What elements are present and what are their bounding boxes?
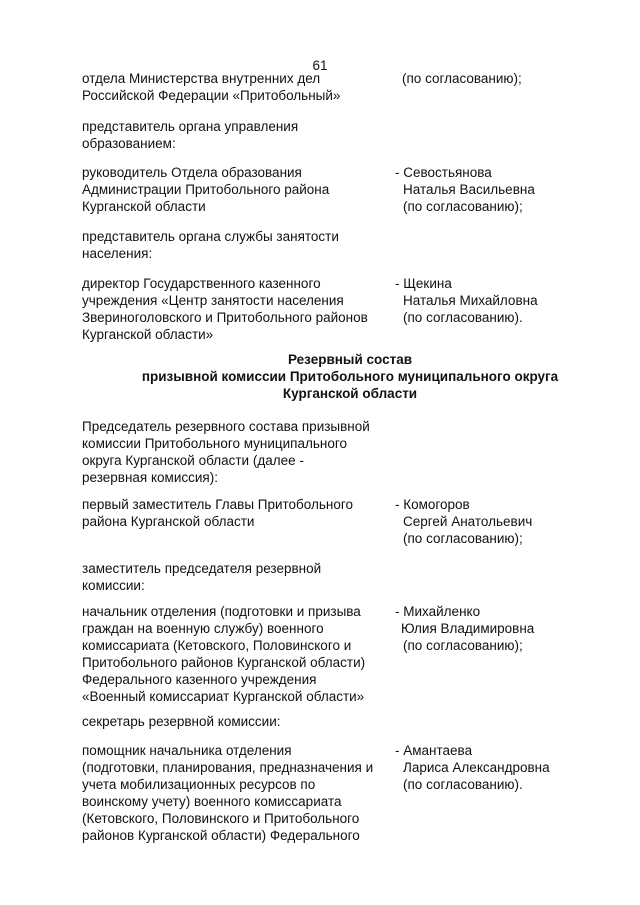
- text-line: Федерального казенного учреждения: [82, 672, 317, 687]
- text-line: Курганской области: [82, 199, 206, 214]
- heading-chair: [82, 418, 382, 486]
- row3-right: [395, 275, 615, 326]
- row-chair-right: [395, 496, 615, 547]
- text-line: округа Курганской области (далее -: [82, 453, 304, 468]
- text-line: (по согласованию).: [403, 310, 523, 325]
- text-line: районов Курганской области) Федерального: [82, 828, 360, 843]
- text-line: (подготовки, планирования, предназначения и: [82, 760, 374, 775]
- text-line: Наталья Михайловна: [403, 293, 538, 308]
- text-line: руководитель Отдела образования: [82, 165, 302, 180]
- row2-right: [395, 164, 615, 215]
- text-line: начальник отделения (подготовки и призыва: [82, 604, 361, 619]
- text-line: Российской Федерации «Притобольный»: [82, 88, 341, 103]
- row-deputy-right: [395, 603, 615, 654]
- text-line: комиссии:: [82, 578, 145, 593]
- text-line: помощник начальника отделения: [82, 743, 292, 758]
- row3-left: [82, 275, 382, 343]
- text-line: Наталья Васильевна: [403, 182, 535, 197]
- text-line: граждан на военную службу) военного: [82, 621, 324, 636]
- heading-secretary: [82, 713, 382, 730]
- text-line: (по согласованию);: [403, 638, 523, 653]
- text-line: - Комогоров: [395, 497, 470, 512]
- text-line: комиссии Притобольного муниципального: [82, 436, 347, 451]
- text-line: Притобольного районов Курганской области): [82, 655, 366, 670]
- text-line: первый заместитель Главы Притобольного: [82, 497, 354, 512]
- text-line: резервная комиссия):: [82, 470, 218, 485]
- text-line: (Кетовского, Половинского и Притобольного: [82, 811, 360, 826]
- text-line: комиссариата (Кетовского, Половинского и: [82, 638, 352, 653]
- text-line: директор Государственного казенного: [82, 276, 321, 291]
- text-line: воинскому учету) военного комиссариата: [82, 794, 342, 809]
- title-line: Курганской области: [282, 386, 418, 401]
- title-line: Резервный состав: [288, 352, 412, 367]
- text-line: «Военный комиссариат Курганской области»: [82, 689, 365, 704]
- text-line: Курганской области»: [82, 327, 214, 342]
- text-line: образованием:: [82, 136, 176, 151]
- text-line: представитель органа службы занятости: [82, 229, 339, 244]
- text-line: Администрации Притобольного района: [82, 182, 330, 197]
- reserve-title: [0, 351, 640, 402]
- text-line: района Курганской области: [82, 514, 255, 529]
- text-line: населения:: [82, 246, 153, 261]
- text-line: отдела Министерства внутренних дел: [82, 71, 321, 86]
- text-line: Лариса Александровна: [403, 760, 550, 775]
- text-line: заместитель председателя резервной: [82, 561, 322, 576]
- row-secretary-left: [82, 742, 382, 844]
- text-line: (по согласованию).: [403, 777, 523, 792]
- heading-employment: [82, 228, 382, 262]
- text-line: - Амантаева: [395, 743, 473, 758]
- heading-deputy: [82, 560, 382, 594]
- text-line: учреждения «Центр занятости населения: [82, 293, 344, 308]
- text-line: (по согласованию);: [402, 71, 522, 86]
- heading-education: [82, 118, 382, 152]
- text-line: Юлия Владимировна: [401, 621, 535, 636]
- text-line: учета мобилизационных ресурсов по: [82, 777, 316, 792]
- text-line: представитель органа управления: [82, 119, 299, 134]
- text-line: - Михайленко: [395, 604, 481, 619]
- title-line: призывной комиссии Притобольного муниципального округа: [141, 369, 559, 384]
- row1-right: [402, 70, 622, 87]
- text-line: (по согласованию);: [403, 531, 523, 546]
- text-line: (по согласованию);: [403, 199, 523, 214]
- text-line: - Щекина: [395, 276, 452, 291]
- row-secretary-right: [395, 742, 615, 793]
- row2-left: [82, 164, 382, 215]
- text-line: Сергей Анатольевич: [403, 514, 533, 529]
- row-chair-left: [82, 496, 382, 530]
- page-number: 61: [312, 58, 328, 73]
- text-line: - Севостьянова: [395, 165, 492, 180]
- text-line: Председатель резервного состава призывной: [82, 419, 370, 434]
- text-line: Звериноголовского и Притобольного районов: [82, 310, 368, 325]
- row1-left: [82, 70, 382, 104]
- text-line: секретарь резервной комиссии:: [82, 714, 281, 729]
- row-deputy-left: [82, 603, 382, 705]
